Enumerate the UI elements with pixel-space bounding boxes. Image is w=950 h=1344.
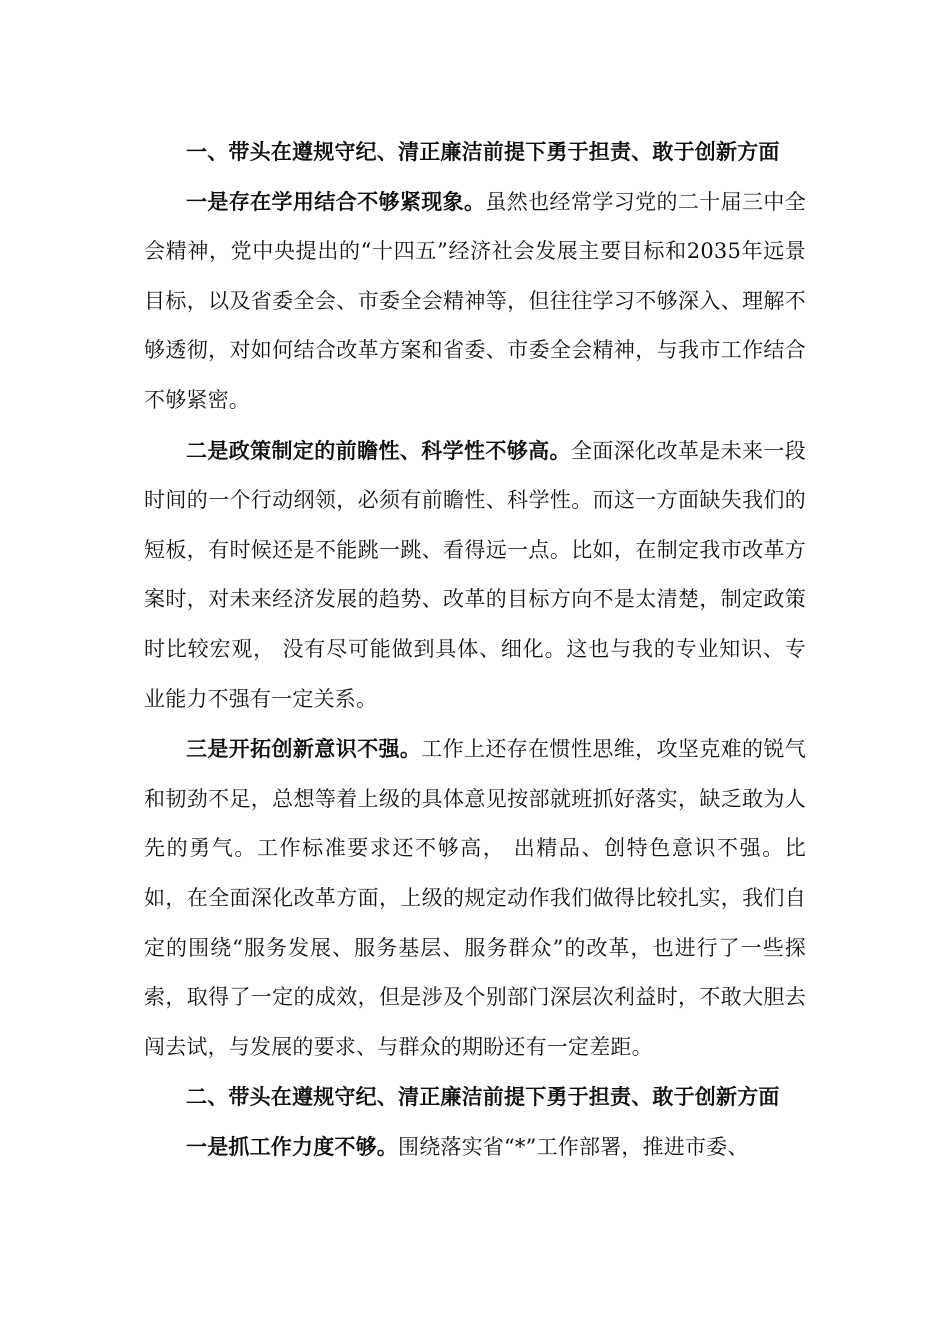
paragraph-2-1: [144, 1122, 806, 1173]
paragraph-text: 全面深化改革是未来一段时间的一个行动纲领，必须有前瞻性、科学性。而这一方面缺失我们的短板，有时候还是不能跳一跳、看得远一点。比如，在制定我市改革方案时，对未来经济发展的趋势、改革的目标方向不是太清楚，制定政策时比较宏观， 没有尽可能做到具体、细化。这也与我的专业知识、专业能力不强有一定关系。: [144, 438, 806, 711]
paragraph-lead: 一是存在学用结合不够紧现象。: [186, 188, 486, 214]
paragraph-text: 工作上还存在惯性思维，攻坚克难的锐气和韧劲不足，总想等着上级的具体意见按部就班抓好落实，缺乏敢为人先的勇气。工作标准要求还不够高， 出精品、创特色意识不强。比如，在全面深化改革方面，上级的规定动作我们做得比较扎实，我们自定的围绕“服务发展、服务基层、服务群众”的改革，也进行了一些探索，取得了一定的成效，但是涉及个别部门深层次利益时，不敢大胆去闯去试，与发展的要求、与群众的期盼还有一定差距。: [144, 737, 806, 1059]
paragraph-text: 围绕落实省“*”工作部署，推进市委、: [398, 1134, 749, 1159]
paragraph-lead: 一是抓工作力度不够。: [186, 1133, 398, 1159]
paragraph-lead: 二是政策制定的前瞻性、科学性不够高。: [186, 437, 571, 463]
paragraph-1-3: [144, 724, 806, 1072]
paragraph-text: 虽然也经常学习党的二十届三中全会精神，党中央提出的“十四五”经济社会发展主要目标和2035年远景目标，以及省委全会、市委全会精神等，但往往学习不够深入、理解不够透彻，对如何结合改革方案和省委、市委全会精神，与我市工作结合不够紧密。: [144, 189, 806, 412]
section-heading-2: 二、带头在遵规守纪、清正廉洁前提下勇于担责、敢于创新方面: [186, 1084, 780, 1110]
paragraph-lead: 三是开拓创新意识不强。: [186, 736, 422, 762]
paragraph-1-2: [144, 426, 806, 725]
document-body: [144, 127, 806, 1172]
section-heading-1: 一、带头在遵规守纪、清正廉洁前提下勇于担责、敢于创新方面: [186, 139, 780, 164]
paragraph-1-1: [144, 177, 806, 426]
